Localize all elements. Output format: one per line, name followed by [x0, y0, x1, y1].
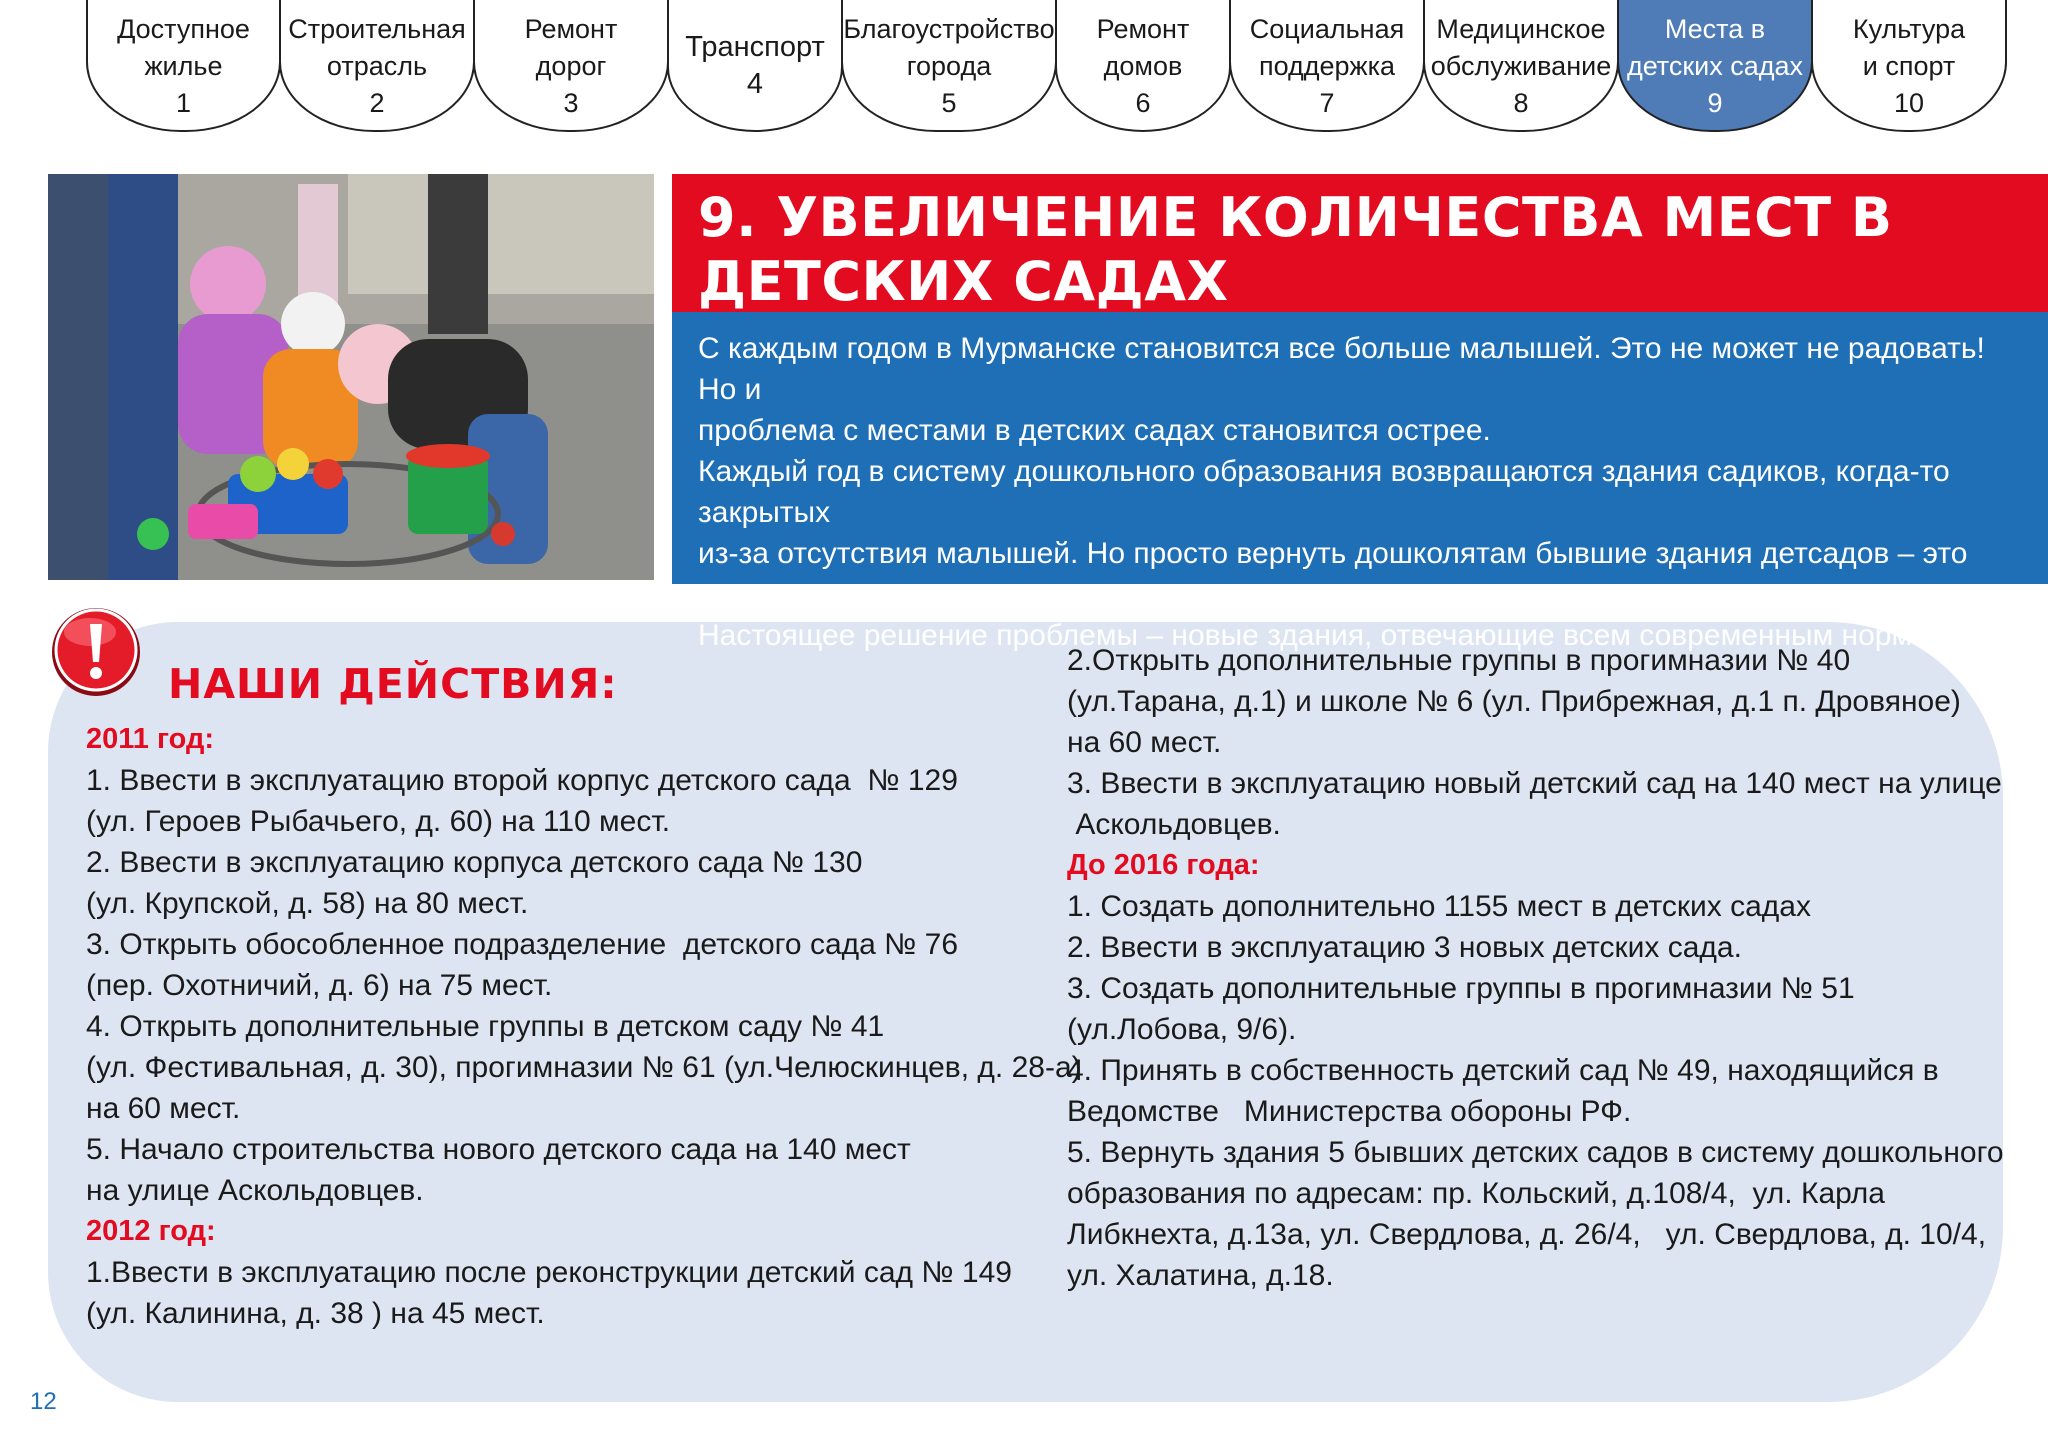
tab-number: 2 — [369, 87, 385, 118]
section-tabs — [86, 0, 2021, 136]
action-line: на 60 мест. — [86, 1092, 241, 1125]
action-line: 3. Создать дополнительные группы в прогимназии № 51 — [1067, 972, 1855, 1005]
action-line: 2. Ввести в эксплуатацию корпуса детского сада № 130 — [86, 846, 863, 879]
tab-section-2[interactable] — [279, 0, 475, 132]
tab-label: Строительная — [288, 13, 466, 44]
tab-label: домов — [1103, 50, 1183, 81]
action-line: Либкнехта, д.13а, ул. Свердлова, д. 26/4, ул. Свердлова, д. 10/4, — [1067, 1218, 1987, 1251]
tab-section-3[interactable] — [473, 0, 669, 132]
action-line: (ул. Героев Рыбачьего, д. 60) на 110 мест. — [86, 805, 671, 838]
tab-label: Доступное — [117, 13, 250, 44]
tab-number: 6 — [1135, 87, 1151, 118]
action-line: (ул.Лобова, 9/6). — [1067, 1013, 1297, 1046]
action-line: 5. Начало строительства нового детского сада на 140 мест — [86, 1133, 911, 1166]
tab-section-8[interactable] — [1423, 0, 1619, 132]
action-line: 3. Ввести в эксплуатацию новый детский сад на 140 мест на улице — [1067, 767, 2002, 800]
action-line: 5. Вернуть здания 5 бывших детских садов в систему дошкольного — [1067, 1136, 2004, 1169]
tab-label: дорог — [535, 50, 607, 81]
tab-label: Благоустройство — [843, 13, 1055, 44]
tab-label: и спорт — [1862, 50, 1956, 81]
tab-number: 9 — [1707, 87, 1723, 118]
action-line: (ул. Фестивальная, д. 30), прогимназии № 61 (ул.Челюскинцев, д. 28-а) — [86, 1051, 1082, 1084]
actions-left-column — [86, 719, 1082, 1334]
action-line: 4. Открыть дополнительные группы в детском саду № 41 — [86, 1010, 885, 1043]
page-title-line: ДЕТСКИХ САДАХ — [698, 250, 1229, 313]
intro-line: С каждым годом в Мурманске становится все больше малышей. Это не может не радовать! Но и — [698, 332, 1985, 406]
exclamation-icon — [50, 606, 142, 698]
period-heading: 2011 год: — [86, 723, 215, 755]
tab-label: Медицинское — [1436, 13, 1606, 44]
action-line: Ведомстве Министерства обороны РФ. — [1067, 1095, 1632, 1128]
tab-label: обслуживание — [1430, 50, 1612, 81]
action-line: Аскольдовцев. — [1067, 808, 1281, 841]
page-title — [698, 186, 2018, 314]
tab-section-1[interactable] — [86, 0, 281, 132]
tab-label: Ремонт — [1096, 13, 1190, 44]
tab-number: 1 — [175, 87, 192, 118]
action-line: образования по адресам: пр. Кольский, д.108/4, ул. Карла — [1067, 1177, 1885, 1210]
action-line: 1. Ввести в эксплуатацию второй корпус детского сада № 129 — [86, 764, 958, 797]
page-title-line: 9. УВЕЛИЧЕНИЕ КОЛИЧЕСТВА МЕСТ В — [698, 186, 1893, 249]
tab-label: Места в — [1664, 13, 1766, 44]
intro-line: проблема с местами в детских садах становится острее. — [698, 414, 1491, 447]
tab-section-6[interactable] — [1055, 0, 1231, 132]
actions-right-column — [1067, 640, 2004, 1296]
tab-number: 4 — [746, 68, 764, 100]
action-line: (ул. Крупской, д. 58) на 80 мест. — [86, 887, 529, 920]
tab-section-9[interactable] — [1617, 0, 1813, 132]
period-heading: До 2016 года: — [1067, 849, 1260, 881]
tab-number: 10 — [1893, 87, 1925, 118]
action-line: 3. Открыть обособленное подразделение детского сада № 76 — [86, 928, 959, 961]
tab-number: 3 — [563, 87, 579, 118]
action-line: (ул.Тарана, д.1) и школе № 6 (ул. Прибрежная, д.1 п. Дровяное) — [1067, 685, 1961, 718]
intro-line: из-за отсутствия малышей. Но просто вернуть дошколятам бывшие здания детсадов – это полдела. — [698, 537, 1968, 611]
tab-label: Ремонт — [524, 13, 618, 44]
tab-label: поддержка — [1258, 50, 1396, 81]
action-line: (пер. Охотничий, д. 6) на 75 мест. — [86, 969, 553, 1002]
tab-section-10[interactable] — [1811, 0, 2007, 132]
intro-line: Каждый год в систему дошкольного образования возвращаются здания садиков, когда-то закрытых — [698, 455, 1950, 529]
tab-number: 5 — [941, 87, 957, 118]
intro-paragraph — [698, 328, 2028, 656]
tab-label: Транспорт — [685, 31, 825, 63]
tab-number: 8 — [1513, 87, 1529, 118]
tab-label: отрасль — [326, 50, 428, 81]
period-heading: 2012 год: — [86, 1215, 216, 1247]
action-line: 2.Открыть дополнительные группы в прогимназии № 40 — [1067, 644, 1851, 677]
action-line: (ул. Калинина, д. 38 ) на 45 мест. — [86, 1297, 545, 1330]
tab-label: Культура — [1852, 13, 1966, 44]
tab-label: детских садах — [1626, 50, 1804, 81]
tab-number: 7 — [1319, 87, 1335, 118]
action-line: 1.Ввести в эксплуатацию после реконструкции детский сад № 149 — [86, 1256, 1012, 1289]
actions-heading: НАШИ ДЕЙСТВИЯ: — [168, 660, 618, 708]
action-line: ул. Халатина, д.18. — [1067, 1259, 1334, 1292]
intro-line: Настоящее решение проблемы – новые здания, отвечающие всем современным нормам. — [698, 619, 1958, 652]
action-line: на улице Аскольдовцев. — [86, 1174, 424, 1207]
action-line: 2. Ввести в эксплуатацию 3 новых детских сада. — [1067, 931, 1742, 964]
tab-section-7[interactable] — [1229, 0, 1425, 132]
tab-section-4[interactable] — [667, 0, 843, 132]
tab-section-5[interactable] — [841, 0, 1057, 132]
tab-label: города — [906, 50, 992, 81]
tab-label: Социальная — [1249, 13, 1405, 44]
action-line: 1. Создать дополнительно 1155 мест в детских садах — [1067, 890, 1811, 923]
page-number: 12 — [30, 1388, 57, 1415]
children-playing-photo — [48, 174, 654, 580]
action-line: на 60 мест. — [1067, 726, 1222, 759]
tab-label: жилье — [144, 50, 223, 81]
action-line: 4. Принять в собственность детский сад № 49, находящийся в — [1067, 1054, 1939, 1087]
